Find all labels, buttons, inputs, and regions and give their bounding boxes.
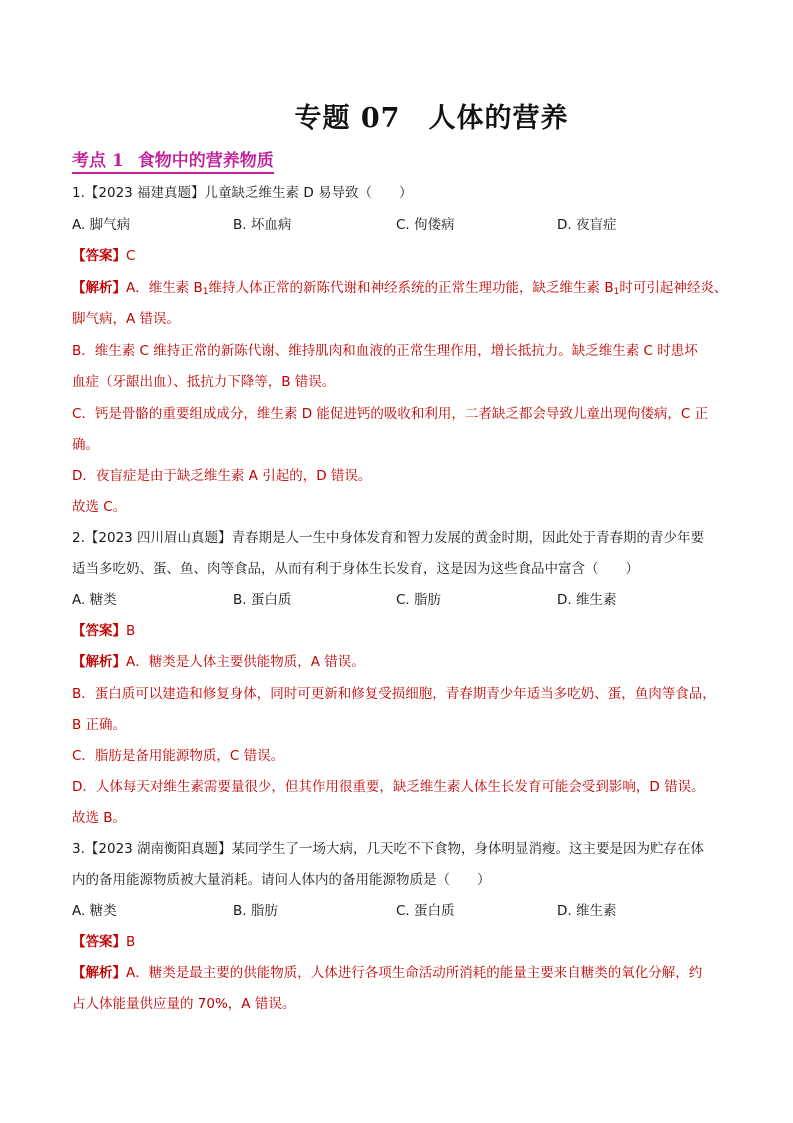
q2-answer: 【答案】B — [72, 623, 136, 639]
title-sub: 人体的营养 — [428, 103, 569, 134]
q2-option-c: C. 脂肪 — [396, 592, 442, 608]
q1-analysis-c-cont: 确。 — [72, 437, 99, 453]
q3-stem: 3.【2023 湖南衡阳真题】某同学生了一场大病，几天吃不下食物，身体明显消瘦。这主要是因为贮存在体 — [72, 841, 705, 857]
q1-conclusion: 故选 C。 — [72, 499, 127, 515]
section-heading — [72, 146, 274, 174]
q3-stem-cont: 内的备用能源物质被大量消耗。请问人体内的备用能源物质是（ ） — [72, 872, 491, 888]
q2-analysis-b-cont: B 正确。 — [72, 717, 127, 733]
q2-option-b: B. 蛋白质 — [233, 592, 292, 608]
q1-analysis-a: 【解析】A．维生素 $B_1$维持人体正常的新陈代谢和神经系统的正常生理功能，缺乏维生素 $B_1$时可引起神经炎、 — [72, 280, 728, 297]
q1-answer: 【答案】C — [72, 248, 136, 264]
q3-option-a: A. 糖类 — [72, 903, 117, 919]
q1-analysis-b-cont: 血症（牙龈出血）、抵抗力下降等，B 错误。 — [72, 374, 336, 390]
q3-option-b: B. 脂肪 — [233, 903, 278, 919]
q1-analysis-d: D．夜盲症是由于缺乏维生素 A 引起的，D 错误。 — [72, 468, 372, 484]
q1-analysis-c: C．钙是骨骼的重要组成成分，维生素 D 能促进钙的吸收和利用，二者缺乏都会导致儿童出现佝偻病，C 正 — [72, 406, 709, 422]
q3-answer: 【答案】B — [72, 934, 136, 950]
q3-analysis-a-cont: 占人体能量供应量的 70%，A 错误。 — [72, 996, 296, 1012]
q1-analysis-b: B．维生素 C 维持正常的新陈代谢、维持肌肉和血液的正常生理作用，增长抵抗力。缺乏维生素 C 时患坏 — [72, 343, 698, 359]
q1-option-c: C. 佝偻病 — [396, 217, 455, 233]
q2-stem: 2.【2023 四川眉山真题】青春期是人一生中身体发育和智力发展的黄金时期，因此处于青春期的青少年要 — [72, 530, 705, 546]
q3-analysis-a: 【解析】A．糖类是最主要的供能物质，人体进行各项生命活动所消耗的能量主要来自糖类的氧化分解，约 — [72, 965, 703, 981]
q2-option-d: D. 维生素 — [557, 592, 617, 608]
q2-analysis-a: 【解析】A．糖类是人体主要供能物质，A 错误。 — [72, 654, 365, 670]
section-name: 食物中的营养物质 — [137, 151, 274, 171]
q1-option-b: B. 坏血病 — [233, 217, 292, 233]
q2-option-a: A. 糖类 — [72, 592, 117, 608]
q2-analysis-b: B．蛋白质可以建造和修复身体，同时可更新和修复受损细胞，青春期青少年适当多吃奶、蛋，鱼肉等食品， — [72, 686, 716, 702]
q3-option-d: D. 维生素 — [557, 903, 617, 919]
q3-option-c: C. 蛋白质 — [396, 903, 455, 919]
q2-stem-cont: 适当多吃奶、蛋、鱼、肉等食品，从而有利于身体生长发育，这是因为这些食品中富含（ ） — [72, 561, 639, 577]
q2-conclusion: 故选 B。 — [72, 810, 127, 826]
q1-option-a: A. 脚气病 — [72, 217, 131, 233]
q1-option-d: D. 夜盲症 — [557, 217, 617, 233]
q1-analysis-a-cont: 脚气病，A 错误。 — [72, 311, 181, 327]
q1-stem: 1.【2023 福建真题】儿童缺乏维生素 D 易导致（ ） — [72, 185, 413, 201]
q2-analysis-d: D．人体每天对维生素需要量很少，但其作用很重要，缺乏维生素人体生长发育可能会受到影响，D 错误。 — [72, 779, 705, 795]
title-main: 专题 07 — [294, 103, 401, 134]
section-label: 考点 1 — [72, 151, 124, 171]
q2-analysis-c: C．脂肪是备用能源物质，C 错误。 — [72, 748, 285, 764]
page-title — [0, 96, 793, 135]
